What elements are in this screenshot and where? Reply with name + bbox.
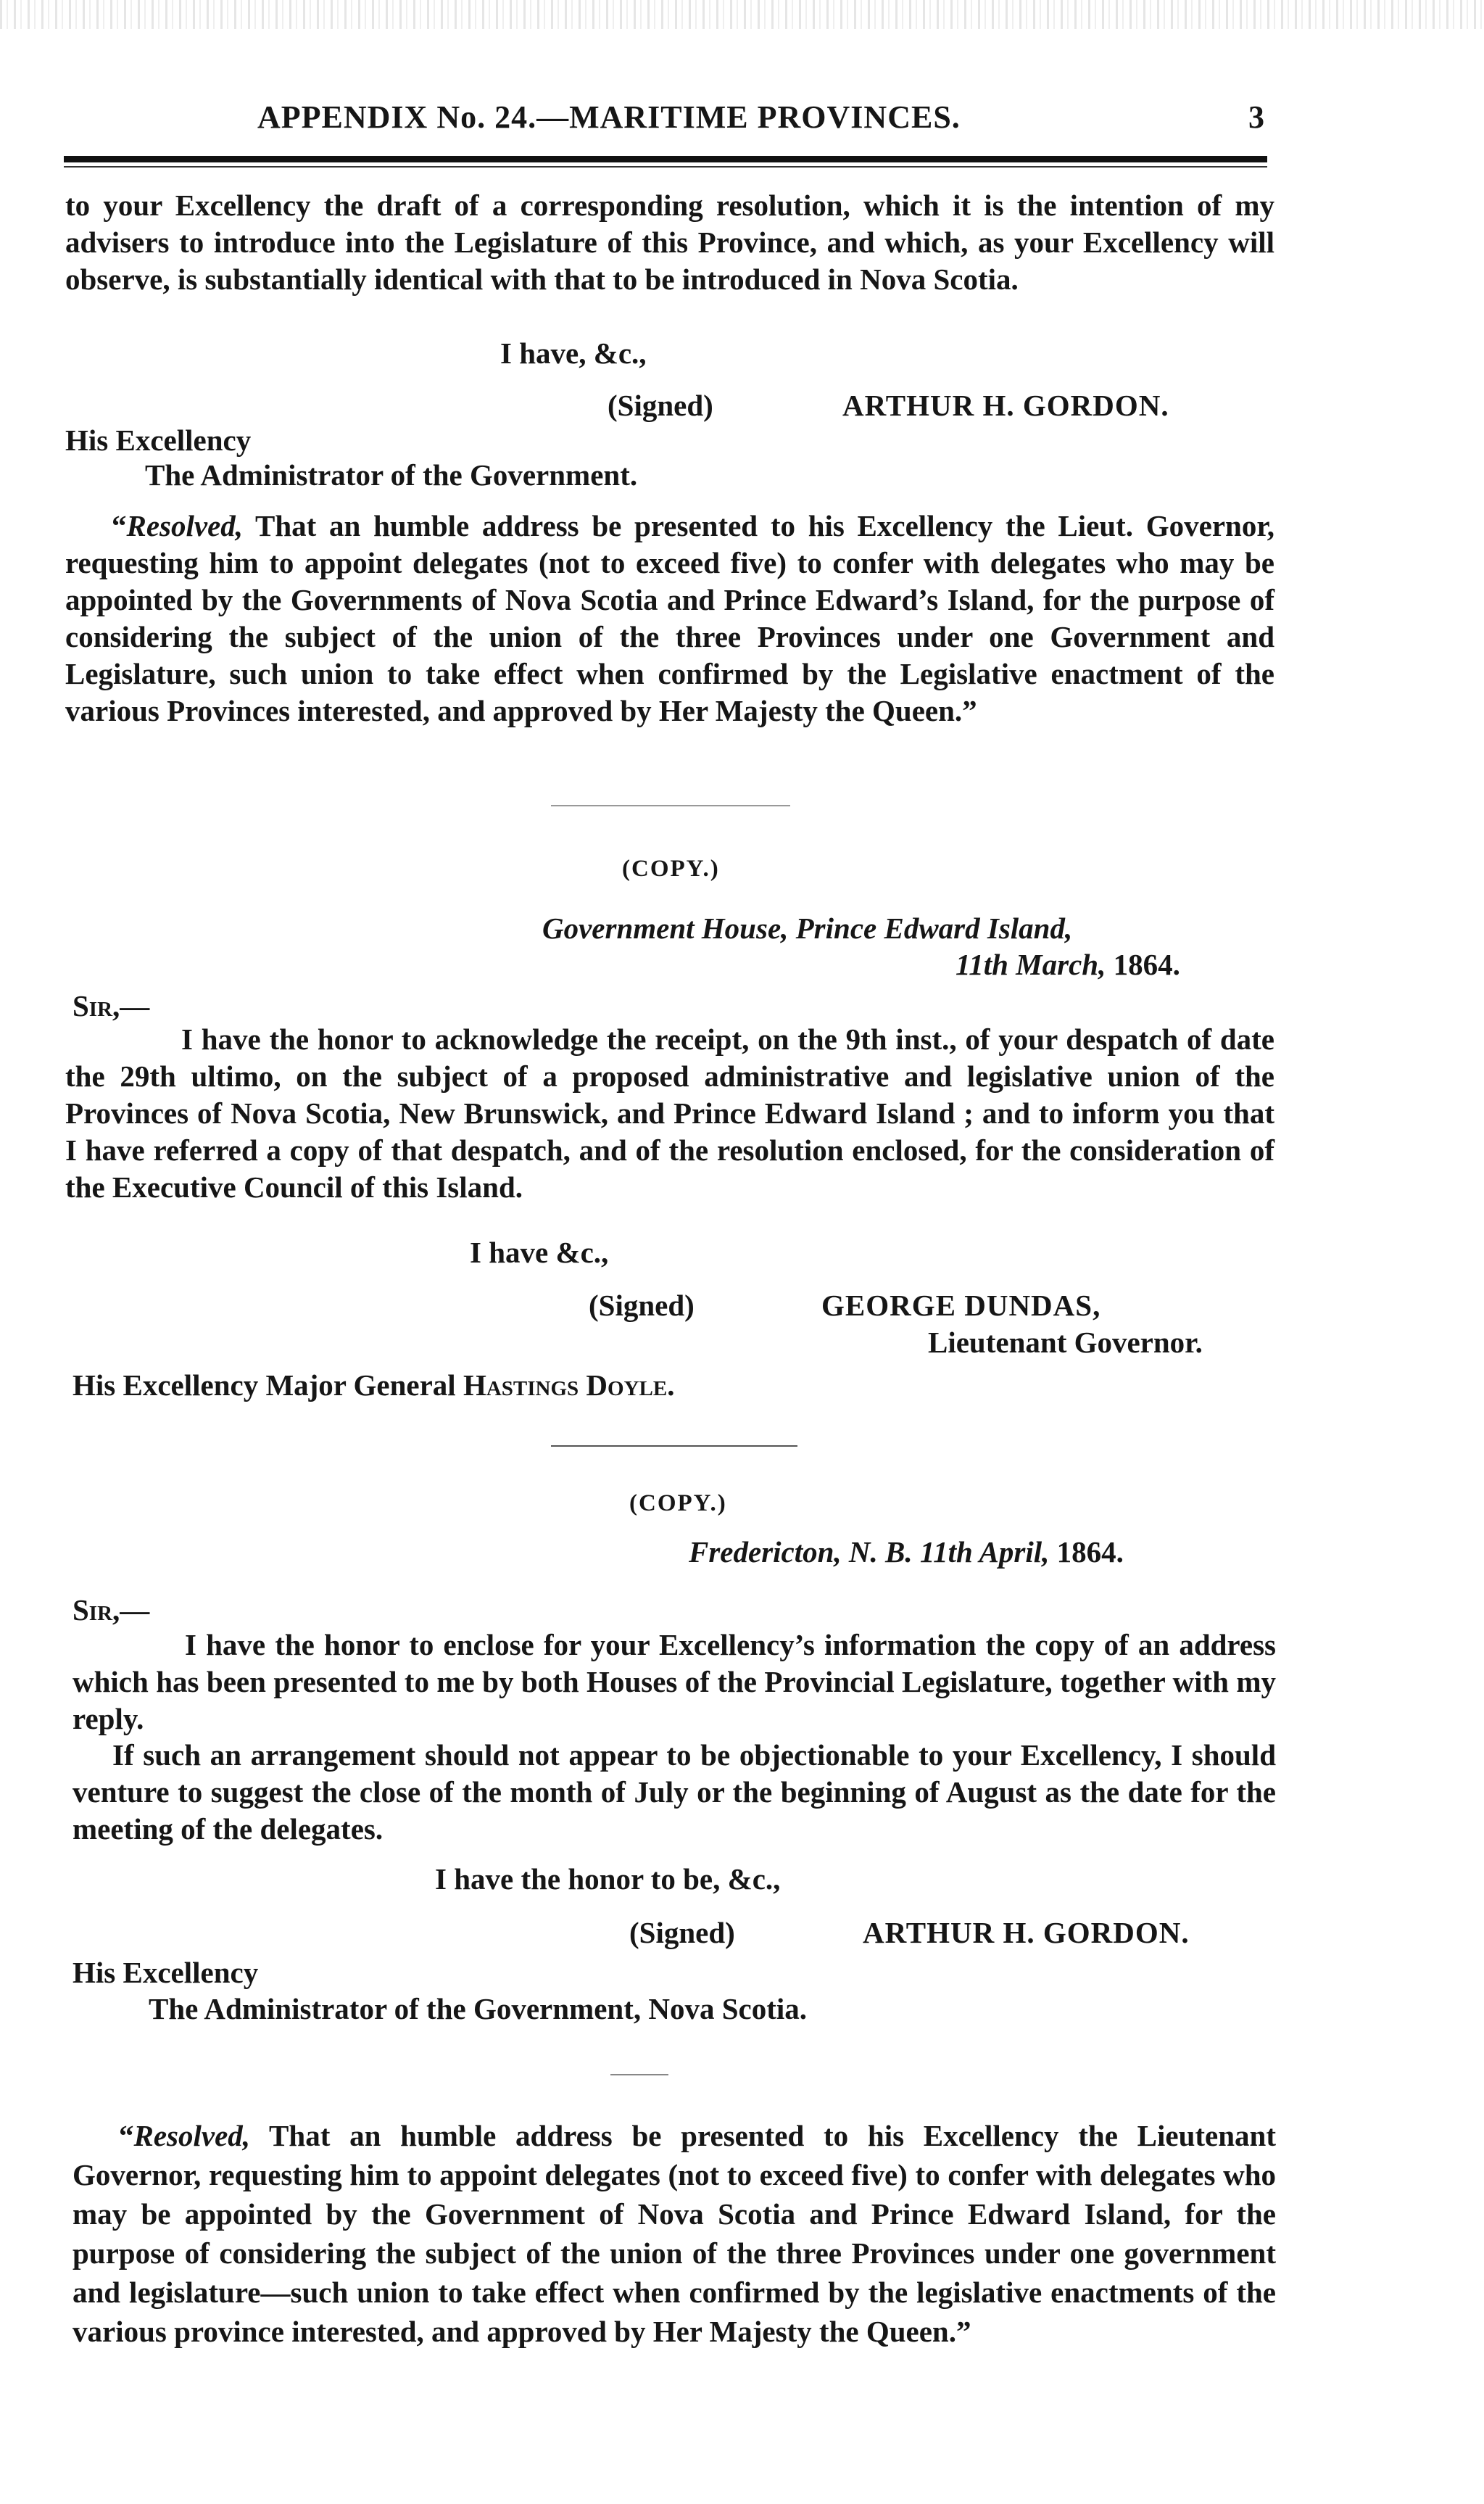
resolution-2-keyword: Resolved, <box>133 2119 251 2152</box>
resolution-2-quote: “ <box>119 2119 134 2152</box>
letter-3-closing: I have the honor to be, &c., <box>435 1862 781 1896</box>
header-rule-thin <box>64 166 1267 168</box>
letter-3-dateline <box>689 1534 1124 1571</box>
letter-2-addressee-prefix: His Excellency Major General <box>72 1368 463 1402</box>
letter-2-salutation: Sir,— <box>72 989 150 1022</box>
letter-2-addressee-name: Hastings Doyle. <box>463 1368 675 1402</box>
letter-1-signer: ARTHUR H. GORDON. <box>842 389 1169 422</box>
resolution-1-text: That an humble address be presented to his Excellency the Lieut. Governor, requesting him to appoint delegates (not to exceed five) to confer with delegates who may be appointed by the Governments of Nova Scotia and Prince Edward’s Island, for the purpose of considering the subject of the union of the three Provinces under one Government and Legislature, such union to take effect when confirmed by the Legislative enactment of the various Provinces interested, and approved by Her Majesty the Queen.” <box>65 509 1274 727</box>
letter-3-signed: (Signed) <box>629 1916 735 1949</box>
letter-1-signed: (Signed) <box>608 389 713 422</box>
letter-2-addressee <box>72 1367 674 1404</box>
letter-3-paragraph-2: If such an arrangement should not appear to be objectionable to your Excellency, I should venture to suggest the close of the month of July or the beginning of August as the date for the meeting of the delegates. <box>72 1738 1276 1846</box>
copy-label-2: (COPY.) <box>629 1490 727 1516</box>
page-number: 3 <box>1248 99 1264 135</box>
running-title: APPENDIX No. 24.—MARITIME PROVINCES. <box>257 99 961 135</box>
page-header <box>0 99 1484 142</box>
letter-1-addressee-office: The Administrator of the Government. <box>145 458 638 492</box>
letter-3-salutation: Sir,— <box>72 1593 150 1627</box>
separator-2 <box>551 1445 797 1447</box>
letter-3-year: 1864. <box>1049 1535 1124 1569</box>
separator-1 <box>551 805 790 806</box>
letter-2-paragraph: I have the honor to acknowledge the receipt, on the 9th inst., of your despatch of date the 29th ultimo, on the subject of a proposed administrative and legislative union of the Provinces of Nova Scotia, New Brunswick, and Prince Edward Island ; and to inform you that I have referred a copy of that despatch, and of the resolution enclosed, for the consideration of the Executive Council of this Island. <box>65 1022 1274 1204</box>
letter-1-paragraph: to your Excellency the draft of a corresponding resolution, which it is the intention of my advisers to introduce into the Legislature of this Province, and which, as your Excellency will observe, is substantially identical with that to be introduced in Nova Scotia. <box>65 189 1274 296</box>
resolution-2-text: That an humble address be presented to his Excellency the Lieutenant Governor, requesting him to appoint delegates (not to exceed five) to confer with delegates who may be appointed by the Government of Nova Scotia and Prince Edward Island, for the purpose of considering the subject of the union of the three Provinces under one government and legislature—such union to take effect when confirmed by the legislative enactments of the various province interested, and approved by Her Majesty the Queen.” <box>72 2119 1276 2348</box>
copy-label-1: (COPY.) <box>622 856 720 882</box>
letter-3-signer: ARTHUR H. GORDON. <box>863 1916 1190 1949</box>
letter-2-signed: (Signed) <box>589 1289 695 1322</box>
letter-1-closing: I have, &c., <box>500 336 647 370</box>
letter-3-place: Fredericton, N. B. 11th April, <box>689 1535 1050 1569</box>
resolution-1 <box>65 508 1274 730</box>
resolution-2 <box>72 2116 1276 2351</box>
letter-2-signer-title: Lieutenant Governor. <box>928 1326 1203 1359</box>
letter-1-addressee: His Excellency <box>65 423 252 457</box>
header-rule <box>64 156 1267 162</box>
letter-2-date-day: 11th March, <box>956 948 1106 981</box>
letter-2-date-year: 1864. <box>1106 948 1180 981</box>
letter-2-signer: GEORGE DUNDAS, <box>821 1289 1101 1322</box>
letter-2-closing: I have &c., <box>470 1236 609 1269</box>
letter-3-addressee: His Excellency <box>72 1956 259 1989</box>
letter-3-paragraph-1: I have the honor to enclose for your Excellency’s information the copy of an address which has been presented to me by both Houses of the Provincial Legislature, together with my reply. <box>72 1628 1276 1735</box>
scan-noise-band <box>0 0 1484 29</box>
resolution-1-quote: “ <box>112 509 127 542</box>
letter-3-addressee-office: The Administrator of the Government, Nova Scotia. <box>149 1992 808 2025</box>
separator-3 <box>610 2074 668 2075</box>
letter-2-date <box>956 946 1180 983</box>
resolution-1-keyword: Resolved, <box>126 509 244 542</box>
letter-2-place: Government House, Prince Edward Island, <box>542 912 1073 945</box>
